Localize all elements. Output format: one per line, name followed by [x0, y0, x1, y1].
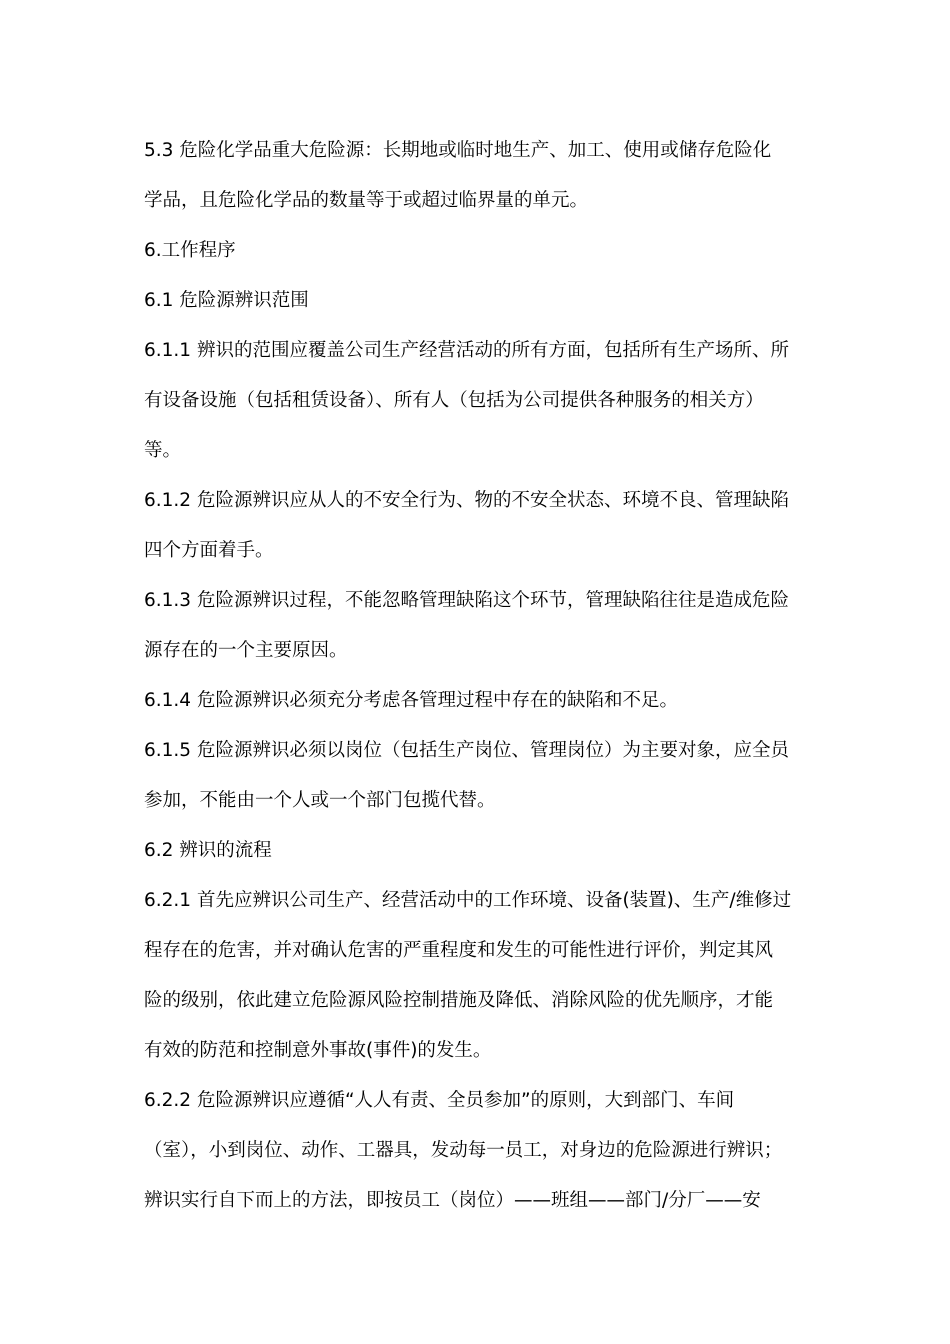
text-line: 源存在的一个主要原因。 [144, 640, 348, 661]
text-line: 6.1.5 危险源辨识必须以岗位（包括生产岗位、管理岗位）为主要对象，应全员 [144, 740, 789, 761]
document-body [144, 126, 812, 1226]
subsection-heading: 6.2 辨识的流程 [144, 840, 272, 861]
text-line: 有设备设施（包括租赁设备）、所有人（包括为公司提供各种服务的相关方） [144, 390, 764, 411]
text-line: 6.2.2 危险源辨识应遵循“人人有责、全员参加”的原则，大到部门、车间 [144, 1090, 735, 1111]
text-line: 6.1.3 危险源辨识过程，不能忽略管理缺陷这个环节，管理缺陷往往是造成危险 [144, 590, 789, 611]
text-line: 辨识实行自下而上的方法，即按员工（岗位）——班组——部门/分厂——安 [144, 1190, 761, 1211]
text-line: 5.3 危险化学品重大危险源：长期地或临时地生产、加工、使用或储存危险化 [144, 140, 772, 161]
text-line: 程存在的危害，并对确认危害的严重程度和发生的可能性进行评价，判定其风 [144, 940, 774, 961]
subsection-heading: 6.1 危险源辨识范围 [144, 290, 309, 311]
text-line: 参加，不能由一个人或一个部门包揽代替。 [144, 790, 496, 811]
text-line: 有效的防范和控制意外事故(事件)的发生。 [144, 1040, 492, 1061]
text-line: 6.1.4 危险源辨识必须充分考虑各管理过程中存在的缺陷和不足。 [144, 690, 678, 711]
text-line: 四个方面着手。 [144, 540, 274, 561]
text-line: 学品，且危险化学品的数量等于或超过临界量的单元。 [144, 190, 589, 211]
text-line: 6.1.2 危险源辨识应从人的不安全行为、物的不安全状态、环境不良、管理缺陷 [144, 490, 789, 511]
section-heading: 6.工作程序 [144, 240, 236, 261]
text-line: 6.2.1 首先应辨识公司生产、经营活动中的工作环境、设备(装置)、生产/维修过 [144, 890, 792, 911]
text-line: 6.1.1 辨识的范围应覆盖公司生产经营活动的所有方面，包括所有生产场所、所 [144, 340, 789, 361]
text-line: （室），小到岗位、动作、工器具，发动每一员工，对身边的危险源进行辨识； [144, 1140, 783, 1161]
text-line: 险的级别，依此建立危险源风险控制措施及降低、消除风险的优先顺序，才能 [144, 990, 774, 1011]
text-line: 等。 [144, 440, 182, 461]
